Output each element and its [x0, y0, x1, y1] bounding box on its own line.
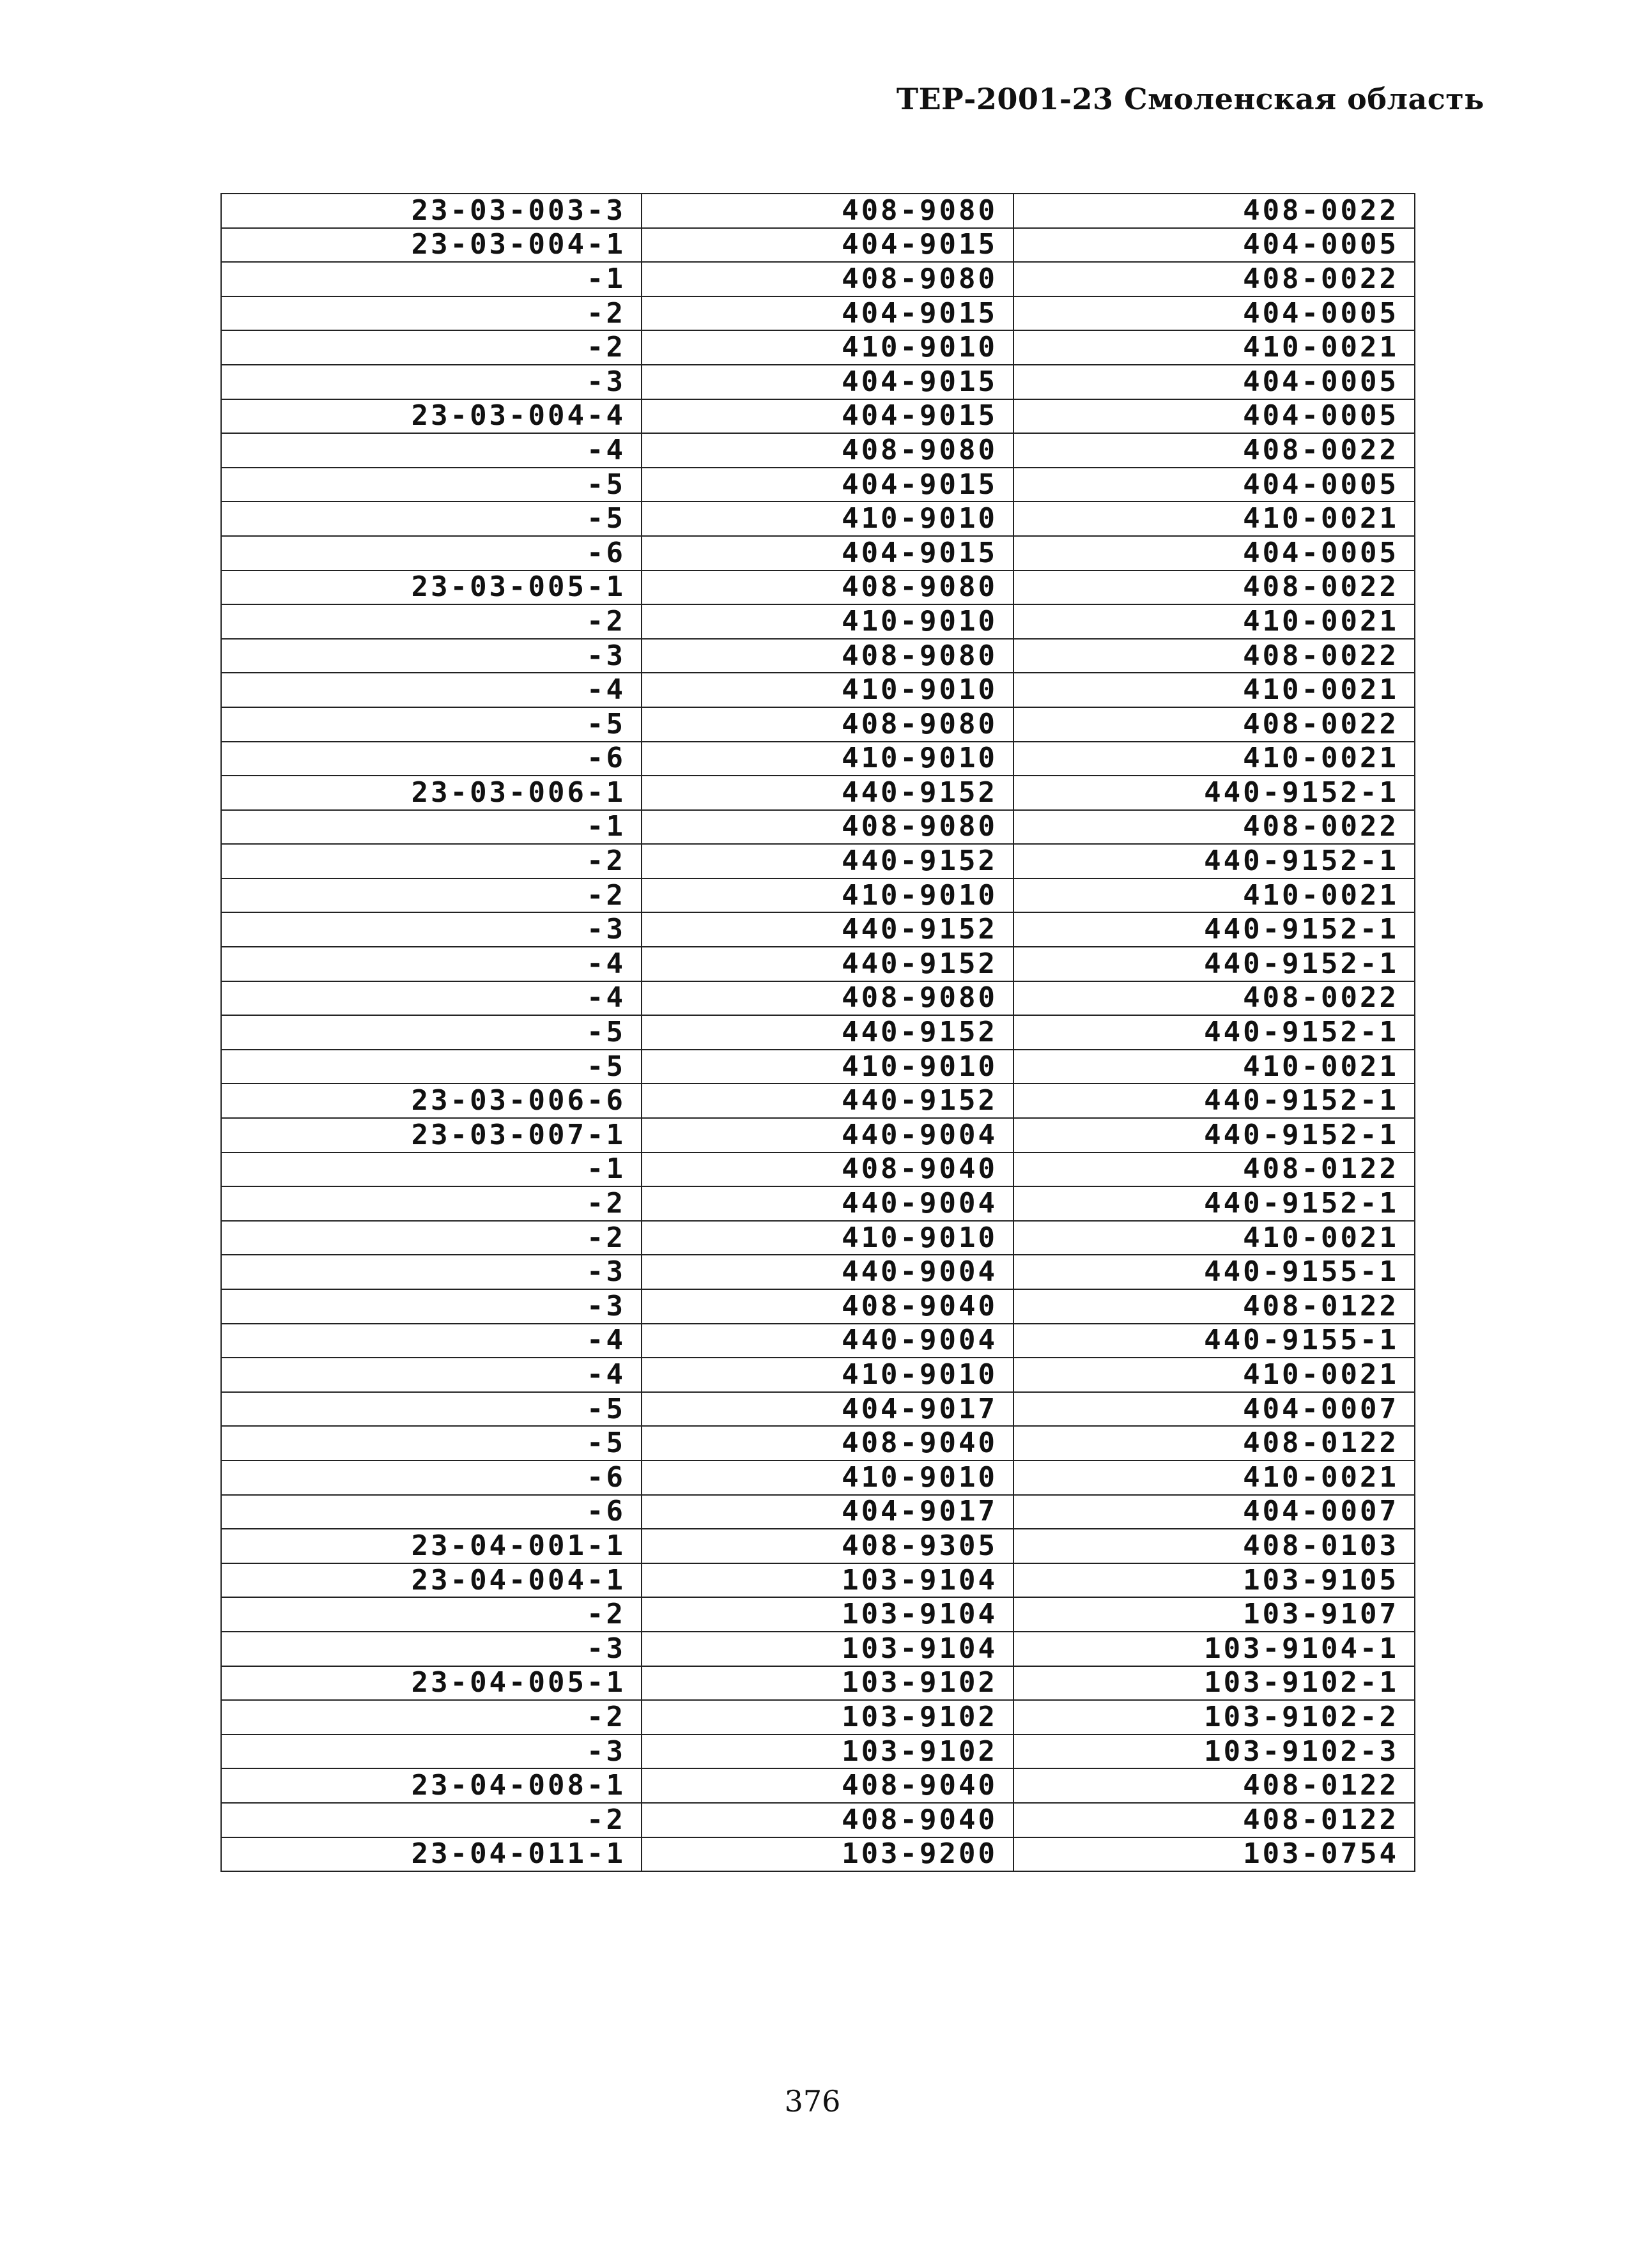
table-cell-replacement: 440-9152-1 [1013, 947, 1415, 981]
table-cell-code: -5 [221, 468, 642, 502]
table-cell-base: 404-9015 [642, 228, 1013, 263]
table-cell-base: 404-9017 [642, 1495, 1013, 1529]
table-cell-replacement: 408-0122 [1013, 1289, 1415, 1324]
table-cell-replacement: 410-0021 [1013, 1050, 1415, 1084]
table-cell-replacement: 103-9102-1 [1013, 1666, 1415, 1701]
table-cell-base: 408-9080 [642, 433, 1013, 468]
table-cell-replacement: 408-0122 [1013, 1803, 1415, 1837]
table-cell-code: 23-04-011-1 [221, 1837, 642, 1872]
table-cell-replacement: 410-0021 [1013, 742, 1415, 776]
table-row [221, 604, 1415, 639]
table-row [221, 742, 1415, 776]
table-row [221, 330, 1415, 365]
table-row [221, 1700, 1415, 1735]
table-row [221, 1392, 1415, 1427]
table-cell-replacement: 410-0021 [1013, 604, 1415, 639]
table-cell-replacement: 103-9104-1 [1013, 1632, 1415, 1666]
table-cell-code: -2 [221, 604, 642, 639]
codes-table-container [220, 193, 1414, 1872]
table-row [221, 1186, 1415, 1221]
table-row [221, 1118, 1415, 1153]
table-cell-code: 23-03-006-6 [221, 1084, 642, 1118]
table-cell-replacement: 440-9155-1 [1013, 1324, 1415, 1358]
table-row [221, 981, 1415, 1016]
table-row [221, 1358, 1415, 1392]
table-cell-base: 440-9152 [642, 776, 1013, 810]
table-cell-replacement: 408-0022 [1013, 707, 1415, 742]
table-cell-replacement: 103-9105 [1013, 1563, 1415, 1598]
table-cell-replacement: 408-0022 [1013, 262, 1415, 296]
table-row [221, 1837, 1415, 1872]
table-cell-code: -3 [221, 1735, 642, 1769]
table-cell-replacement: 404-0005 [1013, 536, 1415, 571]
table-row [221, 502, 1415, 536]
table-cell-code: -5 [221, 502, 642, 536]
table-row [221, 1803, 1415, 1837]
table-cell-code: -2 [221, 844, 642, 878]
table-cell-replacement: 440-9152-1 [1013, 844, 1415, 878]
table-cell-replacement: 103-9102-3 [1013, 1735, 1415, 1769]
table-row [221, 1563, 1415, 1598]
table-cell-base: 410-9010 [642, 604, 1013, 639]
table-row [221, 571, 1415, 605]
table-cell-code: -3 [221, 365, 642, 399]
table-row [221, 878, 1415, 913]
page-number: 376 [784, 2084, 841, 2119]
table-row [221, 1324, 1415, 1358]
table-cell-base: 410-9010 [642, 742, 1013, 776]
table-cell-base: 404-9015 [642, 468, 1013, 502]
table-row [221, 844, 1415, 878]
table-cell-base: 103-9104 [642, 1563, 1013, 1598]
codes-table-body [221, 194, 1415, 1871]
table-cell-replacement: 404-0005 [1013, 468, 1415, 502]
table-row [221, 194, 1415, 228]
table-row [221, 1460, 1415, 1495]
table-cell-code: -3 [221, 639, 642, 673]
table-cell-replacement: 408-0122 [1013, 1153, 1415, 1187]
table-cell-base: 440-9152 [642, 1015, 1013, 1050]
table-row [221, 1084, 1415, 1118]
table-cell-code: 23-03-006-1 [221, 776, 642, 810]
table-row [221, 399, 1415, 434]
table-cell-code: -4 [221, 981, 642, 1016]
table-cell-code: -1 [221, 810, 642, 845]
table-cell-base: 404-9017 [642, 1392, 1013, 1427]
table-cell-code: 23-03-003-3 [221, 194, 642, 228]
table-cell-replacement: 410-0021 [1013, 1358, 1415, 1392]
table-cell-replacement: 440-9155-1 [1013, 1255, 1415, 1289]
table-cell-code: -1 [221, 262, 642, 296]
table-cell-replacement: 103-9107 [1013, 1597, 1415, 1632]
table-cell-replacement: 408-0022 [1013, 639, 1415, 673]
table-cell-replacement: 440-9152-1 [1013, 776, 1415, 810]
table-cell-code: -5 [221, 1426, 642, 1460]
table-cell-base: 410-9010 [642, 878, 1013, 913]
table-cell-code: -2 [221, 330, 642, 365]
table-cell-replacement: 410-0021 [1013, 1460, 1415, 1495]
table-cell-base: 440-9004 [642, 1118, 1013, 1153]
table-cell-code: -3 [221, 912, 642, 947]
table-cell-base: 408-9080 [642, 571, 1013, 605]
table-row [221, 1221, 1415, 1255]
table-row [221, 1666, 1415, 1701]
table-cell-replacement: 440-9152-1 [1013, 1015, 1415, 1050]
table-cell-base: 103-9104 [642, 1632, 1013, 1666]
table-cell-base: 103-9102 [642, 1735, 1013, 1769]
table-cell-base: 440-9152 [642, 844, 1013, 878]
table-cell-code: -2 [221, 878, 642, 913]
table-cell-code: -4 [221, 1358, 642, 1392]
table-cell-replacement: 440-9152-1 [1013, 1186, 1415, 1221]
table-cell-code: 23-03-005-1 [221, 571, 642, 605]
table-cell-replacement: 408-0022 [1013, 810, 1415, 845]
table-row [221, 433, 1415, 468]
table-cell-replacement: 408-0103 [1013, 1529, 1415, 1563]
table-row [221, 1426, 1415, 1460]
table-cell-code: -2 [221, 296, 642, 331]
table-cell-code: 23-04-001-1 [221, 1529, 642, 1563]
table-row [221, 228, 1415, 263]
table-cell-base: 410-9010 [642, 1358, 1013, 1392]
table-row [221, 912, 1415, 947]
table-row [221, 1597, 1415, 1632]
table-cell-replacement: 410-0021 [1013, 502, 1415, 536]
table-cell-code: 23-04-004-1 [221, 1563, 642, 1598]
table-cell-base: 410-9010 [642, 673, 1013, 707]
table-cell-code: -2 [221, 1700, 642, 1735]
table-cell-replacement: 404-0007 [1013, 1495, 1415, 1529]
table-cell-replacement: 408-0122 [1013, 1426, 1415, 1460]
table-cell-code: -5 [221, 1050, 642, 1084]
table-row [221, 1289, 1415, 1324]
table-cell-replacement: 404-0005 [1013, 365, 1415, 399]
table-row [221, 1735, 1415, 1769]
table-row [221, 707, 1415, 742]
table-cell-base: 410-9010 [642, 502, 1013, 536]
table-cell-base: 404-9015 [642, 536, 1013, 571]
table-row [221, 947, 1415, 981]
table-cell-base: 408-9040 [642, 1768, 1013, 1803]
table-row [221, 1768, 1415, 1803]
table-row [221, 262, 1415, 296]
table-cell-code: -6 [221, 742, 642, 776]
table-row [221, 1632, 1415, 1666]
table-cell-code: -6 [221, 1495, 642, 1529]
table-cell-replacement: 440-9152-1 [1013, 1118, 1415, 1153]
table-cell-base: 408-9080 [642, 262, 1013, 296]
table-row [221, 365, 1415, 399]
table-cell-base: 410-9010 [642, 1460, 1013, 1495]
table-cell-base: 410-9010 [642, 1221, 1013, 1255]
table-row [221, 536, 1415, 571]
table-cell-code: 23-03-004-1 [221, 228, 642, 263]
table-cell-base: 404-9015 [642, 296, 1013, 331]
table-cell-code: 23-04-005-1 [221, 1666, 642, 1701]
table-cell-base: 440-9004 [642, 1186, 1013, 1221]
table-cell-base: 440-9152 [642, 947, 1013, 981]
table-cell-base: 440-9152 [642, 912, 1013, 947]
table-cell-replacement: 408-0022 [1013, 981, 1415, 1016]
table-cell-base: 410-9010 [642, 330, 1013, 365]
table-cell-base: 408-9040 [642, 1289, 1013, 1324]
table-cell-code: -1 [221, 1153, 642, 1187]
table-cell-code: -6 [221, 536, 642, 571]
table-cell-replacement: 408-0022 [1013, 194, 1415, 228]
table-cell-base: 410-9010 [642, 1050, 1013, 1084]
table-cell-code: -2 [221, 1597, 642, 1632]
table-row [221, 776, 1415, 810]
table-cell-code: -4 [221, 433, 642, 468]
table-cell-replacement: 410-0021 [1013, 330, 1415, 365]
table-cell-base: 404-9015 [642, 365, 1013, 399]
table-row [221, 1015, 1415, 1050]
table-cell-base: 408-9080 [642, 707, 1013, 742]
table-cell-replacement: 408-0122 [1013, 1768, 1415, 1803]
table-cell-code: -5 [221, 1392, 642, 1427]
table-row [221, 1050, 1415, 1084]
table-cell-code: -3 [221, 1289, 642, 1324]
table-cell-base: 103-9200 [642, 1837, 1013, 1872]
table-row [221, 1153, 1415, 1187]
page-title: ТЕР-2001-23 Смоленская область [896, 82, 1484, 116]
table-cell-replacement: 408-0022 [1013, 571, 1415, 605]
table-cell-replacement: 408-0022 [1013, 433, 1415, 468]
table-cell-replacement: 404-0005 [1013, 296, 1415, 331]
table-cell-code: 23-04-008-1 [221, 1768, 642, 1803]
table-row [221, 1529, 1415, 1563]
table-cell-base: 103-9102 [642, 1700, 1013, 1735]
table-cell-replacement: 410-0021 [1013, 673, 1415, 707]
table-cell-replacement: 410-0021 [1013, 878, 1415, 913]
table-row [221, 296, 1415, 331]
table-cell-base: 103-9102 [642, 1666, 1013, 1701]
table-cell-base: 408-9040 [642, 1803, 1013, 1837]
table-cell-base: 440-9004 [642, 1324, 1013, 1358]
table-cell-code: -3 [221, 1255, 642, 1289]
table-row [221, 468, 1415, 502]
codes-table [220, 193, 1415, 1872]
table-cell-replacement: 404-0005 [1013, 228, 1415, 263]
table-row [221, 810, 1415, 845]
table-cell-code: -4 [221, 1324, 642, 1358]
table-cell-code: -4 [221, 673, 642, 707]
table-cell-replacement: 410-0021 [1013, 1221, 1415, 1255]
table-cell-code: -5 [221, 707, 642, 742]
table-cell-replacement: 404-0005 [1013, 399, 1415, 434]
table-row [221, 639, 1415, 673]
table-cell-base: 408-9040 [642, 1153, 1013, 1187]
table-cell-code: -2 [221, 1803, 642, 1837]
table-cell-code: -5 [221, 1015, 642, 1050]
table-cell-replacement: 103-0754 [1013, 1837, 1415, 1872]
table-cell-code: -4 [221, 947, 642, 981]
table-cell-code: 23-03-007-1 [221, 1118, 642, 1153]
table-cell-replacement: 103-9102-2 [1013, 1700, 1415, 1735]
table-cell-base: 440-9004 [642, 1255, 1013, 1289]
table-cell-base: 408-9305 [642, 1529, 1013, 1563]
table-cell-replacement: 440-9152-1 [1013, 912, 1415, 947]
table-cell-replacement: 404-0007 [1013, 1392, 1415, 1427]
table-cell-code: -3 [221, 1632, 642, 1666]
table-cell-base: 404-9015 [642, 399, 1013, 434]
table-cell-base: 103-9104 [642, 1597, 1013, 1632]
table-row [221, 1255, 1415, 1289]
table-cell-replacement: 440-9152-1 [1013, 1084, 1415, 1118]
table-cell-base: 408-9040 [642, 1426, 1013, 1460]
table-row [221, 1495, 1415, 1529]
table-cell-base: 408-9080 [642, 639, 1013, 673]
table-cell-code: -6 [221, 1460, 642, 1495]
table-cell-code: -2 [221, 1221, 642, 1255]
table-cell-base: 440-9152 [642, 1084, 1013, 1118]
table-row [221, 673, 1415, 707]
table-cell-base: 408-9080 [642, 981, 1013, 1016]
table-cell-base: 408-9080 [642, 194, 1013, 228]
table-cell-base: 408-9080 [642, 810, 1013, 845]
table-cell-code: -2 [221, 1186, 642, 1221]
table-cell-code: 23-03-004-4 [221, 399, 642, 434]
